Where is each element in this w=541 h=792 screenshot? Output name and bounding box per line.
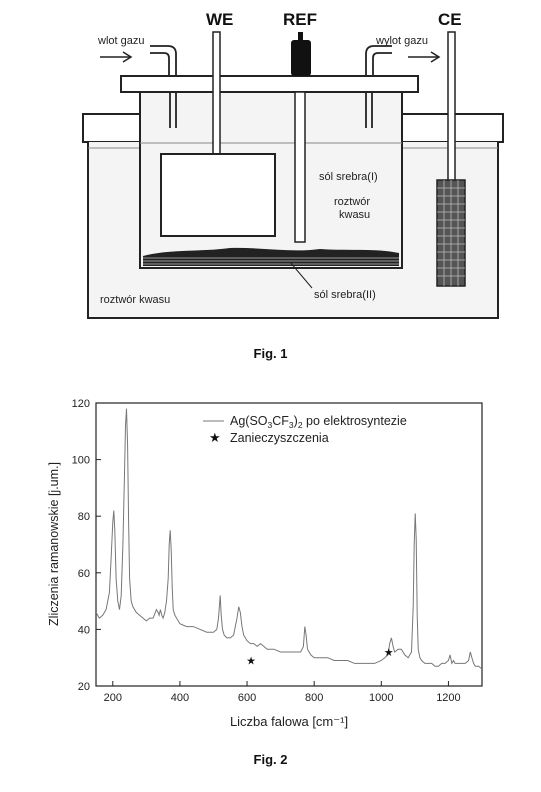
label-silver-I-salt: sól srebra(I) [319,171,378,183]
y-tick-label: 40 [77,624,90,637]
figure-2-caption: Fig. 2 [253,752,288,767]
x-tick-label: 1200 [436,692,461,704]
impurity-star-marker: ★ [246,654,257,668]
label-ce: CE [438,10,462,29]
x-tick-label: 400 [170,692,190,704]
y-axis-label: Zliczenia ramanowskie [j.um.] [47,462,61,626]
x-axis-label: Liczba falowa [cm⁻¹] [229,714,349,729]
y-tick-label: 100 [71,454,90,467]
arrow-right-icon [408,52,439,62]
arrow-right-icon [100,52,131,62]
legend-label-spectrum: $Ag(SO_3CF_3)_2$ po elektrosyntezie [230,414,407,430]
figure-1-caption: Fig. 1 [253,346,288,361]
legend-label-impurities: Zanieczyszczenia [230,431,329,445]
cell-lid [121,76,418,92]
y-tick-label: 20 [77,681,90,693]
label-acid-solution-outer: roztwór kwasu [100,294,171,306]
x-tick-label: 200 [103,692,122,704]
figure-1-cell-diagram [0,0,541,340]
impurity-star-marker: ★ [383,646,394,660]
label-we: WE [206,10,234,29]
label-gas-inlet: wlot gazu [98,35,145,47]
y-tick-label: 60 [77,567,90,580]
legend-star-icon: ★ [209,431,221,446]
label-silver-II-salt: sól srebra(II) [314,289,376,301]
plot-frame [96,403,482,686]
y-tick-label: 120 [71,398,90,410]
label-gas-outlet: wylot gazu [376,35,428,47]
y-tick-label: 80 [77,511,90,524]
label-ref: REF [283,10,317,29]
label-acid-solution-inner-2: kwasu [339,209,371,221]
x-tick-label: 800 [304,692,324,704]
label-acid-solution-inner-1: roztwór [334,196,371,208]
x-tick-label: 600 [237,692,257,704]
figure-2-raman-chart [0,380,541,740]
x-tick-label: 1000 [369,692,394,704]
